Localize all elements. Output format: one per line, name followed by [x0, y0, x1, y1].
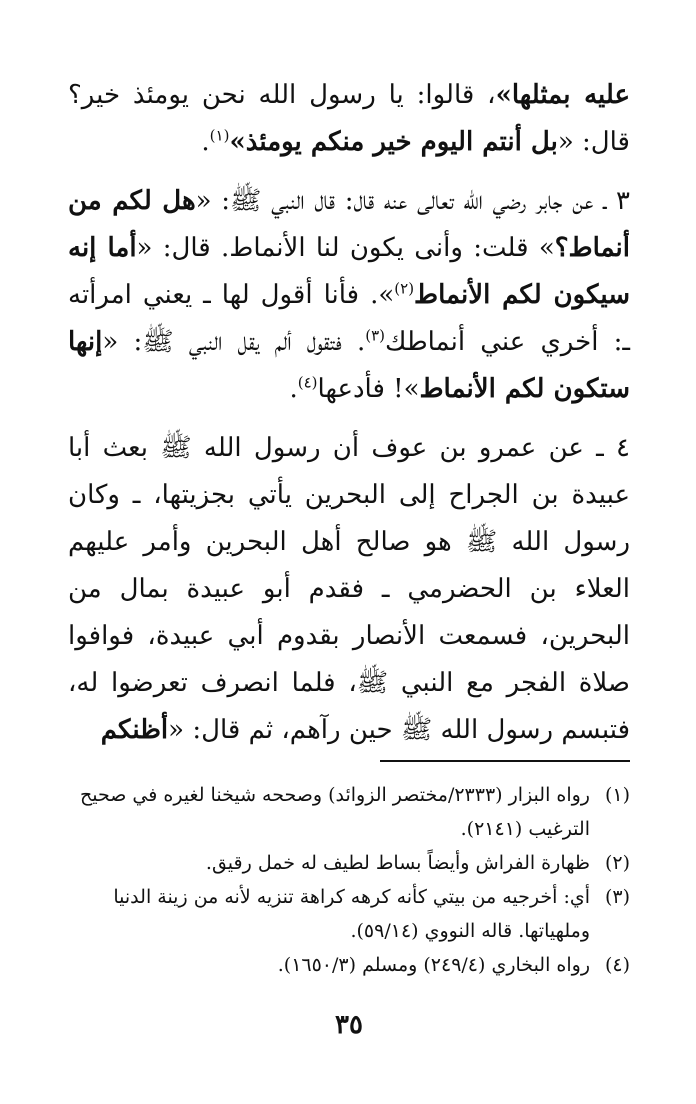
hadith-text: هل لكم من أنماط؟	[68, 186, 630, 263]
footnote-4	[68, 948, 630, 982]
footnote-number: (٤)	[604, 954, 630, 976]
paragraph-2	[68, 178, 630, 413]
narration-text: ». فأنا أقول لها ـ يعني امرأته ـ: أخري عني أنماطك	[68, 280, 630, 357]
footnotes	[68, 778, 630, 982]
main-text	[68, 72, 630, 754]
paragraph-1	[68, 72, 630, 166]
narration-text: ٤ ـ عن عمرو بن عوف أن رسول الله ﷺ بعث أبا عبيدة بن الجراح إلى البحرين يأتي بجزيتها، ـ وكان رسول الله ﷺ هو صالح أهل البحرين وأمر عليهم العلاء بن الحضرمي ـ فقدم أبو عبيدة بمال من البحرين، فسمعت الأنصار بقدوم أبي عبيدة، فوافوا صلاة الفجر مع النبي ﷺ، فلما انصرف تعرضوا له، فتبسم رسول الله ﷺ حين رآهم، ثم قال: «	[68, 433, 630, 745]
narration-text: . فتقول ألم يقل النبي ﷺ: «	[102, 327, 366, 357]
footnote-number: (١)	[604, 784, 630, 806]
footnote-ref-2[interactable]: (٢)	[394, 279, 415, 298]
hadith-text: إنها ستكون لكم الأنماط	[68, 327, 630, 404]
narration-text: » قلت: وأنى يكون لنا الأنماط. قال: «	[136, 233, 555, 263]
page-number: ٣٥	[335, 1010, 363, 1040]
footnote-text: رواه البخاري (٢٤٩/٤) ومسلم (١٦٥٠/٣).	[277, 954, 590, 976]
footnote-divider	[380, 760, 630, 762]
footnote-text: ظهارة الفراش وأيضاً بساط لطيف له خمل رقيق.	[205, 852, 590, 874]
footnote-number: (٣)	[604, 886, 630, 908]
footnote-2	[68, 846, 630, 880]
book-page	[68, 72, 630, 1104]
footnote-3	[68, 880, 630, 948]
narration-text: .	[289, 374, 298, 404]
footnote-text: رواه البزار (٢٣٣٣/مختصر الزوائد) وصححه شيخنا لغيره في صحيح الترغيب (٢١٤١).	[79, 784, 590, 840]
narration-text: .	[201, 127, 210, 157]
narration-text: ، قالوا: يا رسول الله نحن يومئذ خير؟ قال: «	[68, 80, 630, 157]
hadith-text: أما إنه سيكون لكم الأنماط	[68, 233, 630, 310]
narration-text: »! فأدعها	[317, 374, 420, 404]
hadith-text: عليه بمثلها»	[495, 80, 630, 110]
hadith-text: بل أنتم اليوم خير منكم يومئذ	[245, 127, 558, 157]
footnote-number: (٢)	[604, 852, 630, 874]
footnote-ref-4[interactable]: (٤)	[297, 373, 318, 392]
footnote-ref-3[interactable]: (٣)	[365, 326, 386, 345]
quote-mark: »	[229, 127, 246, 157]
footnote-1	[68, 778, 630, 846]
hadith-text: أظنكم	[100, 715, 169, 745]
footnote-ref-1[interactable]: (١)	[209, 126, 230, 145]
footnote-text: أي: أخرجيه من بيتي كأنه كرهه كراهة تنزيه لأنه من زينة الدنيا وملهياتها. قاله النووي (٥٩/١٤).	[113, 886, 590, 942]
narration-text: ٣ ـ عن جابر رضي الله تعالى عنه قال: قال النبي ﷺ: «	[195, 186, 630, 216]
paragraph-3	[68, 425, 630, 754]
